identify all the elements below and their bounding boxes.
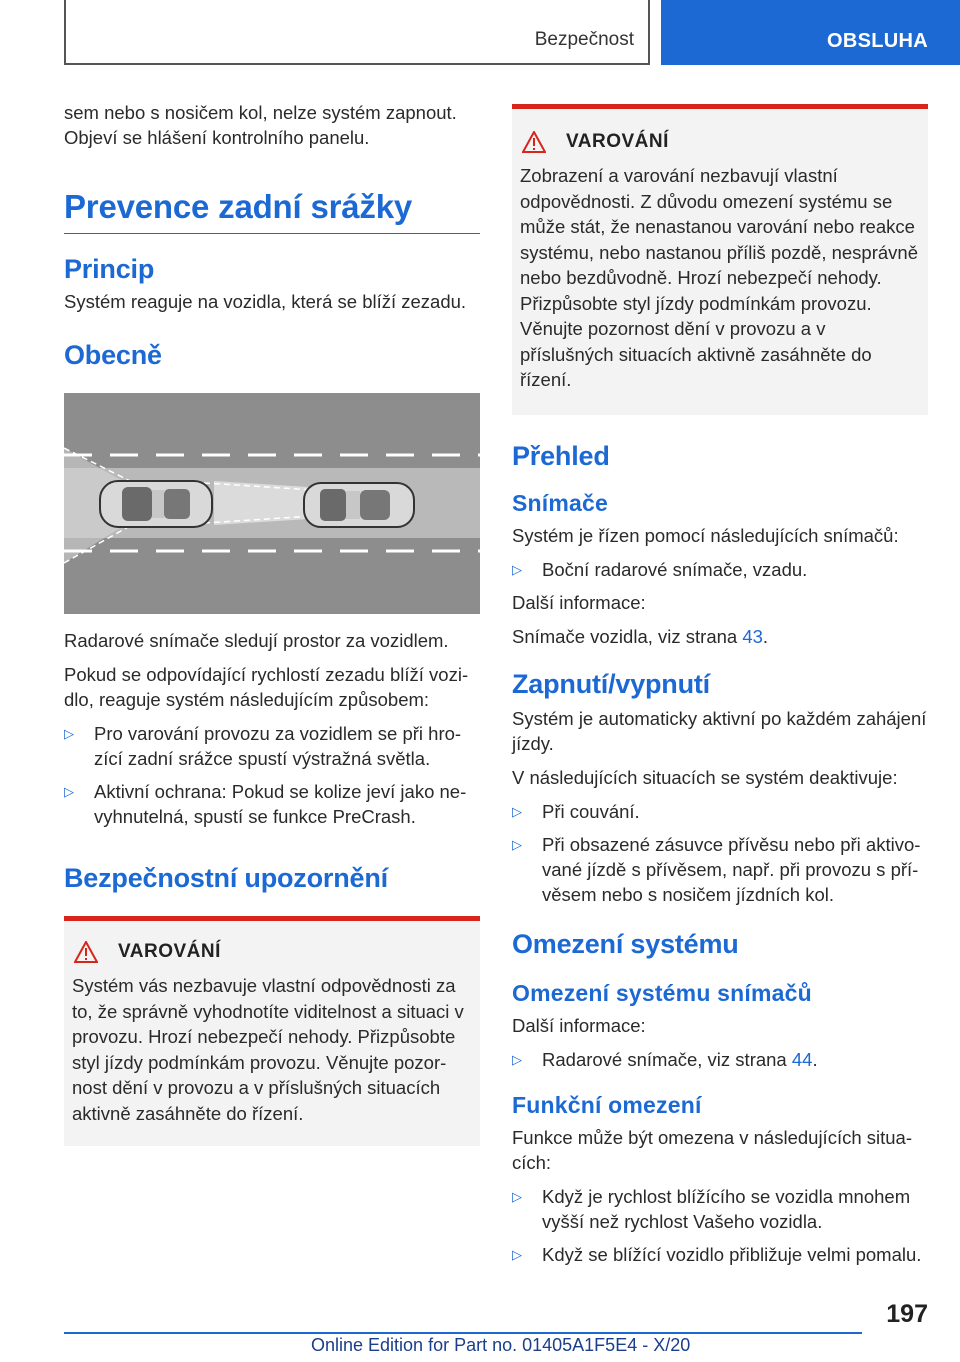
funkcni-text: Funkce může být omezena v následujících situacích: — [512, 1126, 913, 1173]
footer-edition: Online Edition for Part no. 01405A1F5E4 - X/20 — [311, 1335, 691, 1355]
header-section-tab — [64, 0, 650, 65]
page-number: 197 — [886, 1300, 928, 1328]
warning-triangle-icon — [522, 131, 546, 153]
page-title: Prevence zadní srážky — [64, 188, 480, 234]
triangle-bullet-icon: ▷ — [64, 784, 74, 799]
list-item: ▷ Aktivní ochrana: Pokud se kolize jeví jako nevyhnutelná, spustí se funkce PreCrash. — [64, 781, 467, 827]
princip-text: Systém reaguje na vozidla, která se blíží zezadu. — [64, 291, 467, 312]
following-car — [100, 481, 212, 527]
omezeni-heading: Omezení systému — [512, 928, 739, 959]
zapnuti-text: Systém je automaticky aktivní po každém zahájení jízdy. — [512, 707, 927, 754]
list-item: ▷ Když se blížící vozidlo přibližuje velmi pomalu. — [512, 1243, 922, 1265]
triangle-bullet-icon: ▷ — [512, 1246, 522, 1262]
zapnuti-heading: Zapnutí/vypnutí — [512, 668, 710, 699]
deaktivuje-text: V následujících situacích se systém deaktivuje: — [512, 766, 898, 788]
snimace-text: Systém je řízen pomocí následujících snímačů: — [512, 524, 899, 546]
triangle-bullet-icon: ▷ — [512, 1051, 522, 1067]
sensors-reference: Snímače vozidla, viz strana 43. — [512, 625, 769, 647]
road-diagram — [64, 393, 480, 614]
more-info-label: Další informace: — [512, 1014, 646, 1036]
sensor-list — [512, 557, 928, 582]
prehled-heading: Přehled — [512, 440, 610, 471]
chapter-title: OBSLUHA — [827, 30, 928, 52]
triangle-bullet-icon: ▷ — [64, 726, 74, 741]
princip-heading: Princip — [64, 254, 155, 284]
funkcni-heading: Funkční omezení — [512, 1091, 702, 1118]
warning-triangle-icon — [74, 941, 98, 963]
warning-title: VAROVÁNÍ — [118, 941, 221, 962]
warning-box — [64, 916, 480, 1146]
list-item: ▷ Při couvání. — [512, 800, 640, 822]
triangle-bullet-icon: ▷ — [512, 803, 522, 819]
list-item: ▷ Když je rychlost blížícího se vozidla mnohem vyšší než rychlost Vašeho vozidla. — [512, 1185, 911, 1232]
warning-text: Zobrazení a varování nezbavují vlastní odpovědnosti. Z důvodu omezení systému se může stát, že nenastanou varování nebo reakce systému, nebo nastanou příliš pozdě, nesprávně nebo bezdůvodně. Hrozí nebezpečí nehody. Přizpůsobte styl jízdy podmínkám provozu. Věnujte pozornost dění v provozu a v příslušných situacích aktivně zasáhněte do řízení. — [520, 165, 918, 390]
omezeni-snimacu-heading: Omezení systému snímačů — [512, 979, 812, 1006]
list-item: ▷ Boční radarové snímače, vzadu. — [512, 558, 808, 580]
page-link-44[interactable]: 44 — [791, 1048, 813, 1070]
list-item: ▷ Při obsazené zásuvce přívěsu nebo při aktivované jízdě s přívěsem, např. při provozu s přívěsem nebo s nosičem jízdních kol. — [512, 833, 921, 905]
more-info-label: Další informace: — [512, 591, 646, 613]
radar-ref-list — [512, 1047, 928, 1072]
warning-box — [512, 104, 928, 415]
list-item: ▷ Radarové snímače, viz strana 44. — [512, 1048, 818, 1070]
triangle-bullet-icon: ▷ — [512, 836, 522, 852]
obecne-heading: Obecně — [64, 340, 162, 370]
safety-heading: Bezpečnostní upozornění — [64, 863, 388, 893]
function-limits-list — [512, 1184, 928, 1267]
section-title: Bezpečnost — [534, 29, 634, 50]
triangle-bullet-icon: ▷ — [512, 1188, 522, 1204]
reaction-list — [64, 721, 480, 829]
header-chapter-tab — [661, 0, 960, 65]
snimace-heading: Snímače — [512, 489, 609, 516]
page-link-43[interactable]: 43 — [742, 625, 763, 647]
deactivation-list — [512, 799, 928, 907]
rear-collision-illustration — [64, 393, 480, 614]
warning-title: VAROVÁNÍ — [566, 131, 669, 152]
leading-car — [304, 483, 414, 527]
footer-divider — [64, 1332, 862, 1334]
intro-text: sem nebo s nosičem kol, nelze systém zapnout. Objeví se hlášení kontrolního panelu. — [64, 102, 457, 148]
react-text: Pokud se odpovídající rychlostí zezadu blíží vozidlo, reaguje systém následujícím způsobem: — [64, 664, 469, 710]
warning-text: Systém vás nezbavuje vlastní odpovědnosti za to, že správně vyhodnotíte viditelnost a situaci v provozu. Hrozí nebezpečí nehody. Přizpůsobte styl jízdy podmínkám provozu. Věnujte pozornost dění v provozu a v příslušných situacích aktivně zasáhněte do řízení. — [72, 975, 464, 1124]
right-column — [512, 104, 928, 1277]
left-column — [64, 100, 480, 1146]
radar-text: Radarové snímače sledují prostor za vozidlem. — [64, 630, 449, 651]
triangle-bullet-icon: ▷ — [512, 561, 522, 577]
list-item: ▷ Pro varování provozu za vozidlem se při hrozící zadní srážce spustí výstražná světla. — [64, 723, 462, 769]
